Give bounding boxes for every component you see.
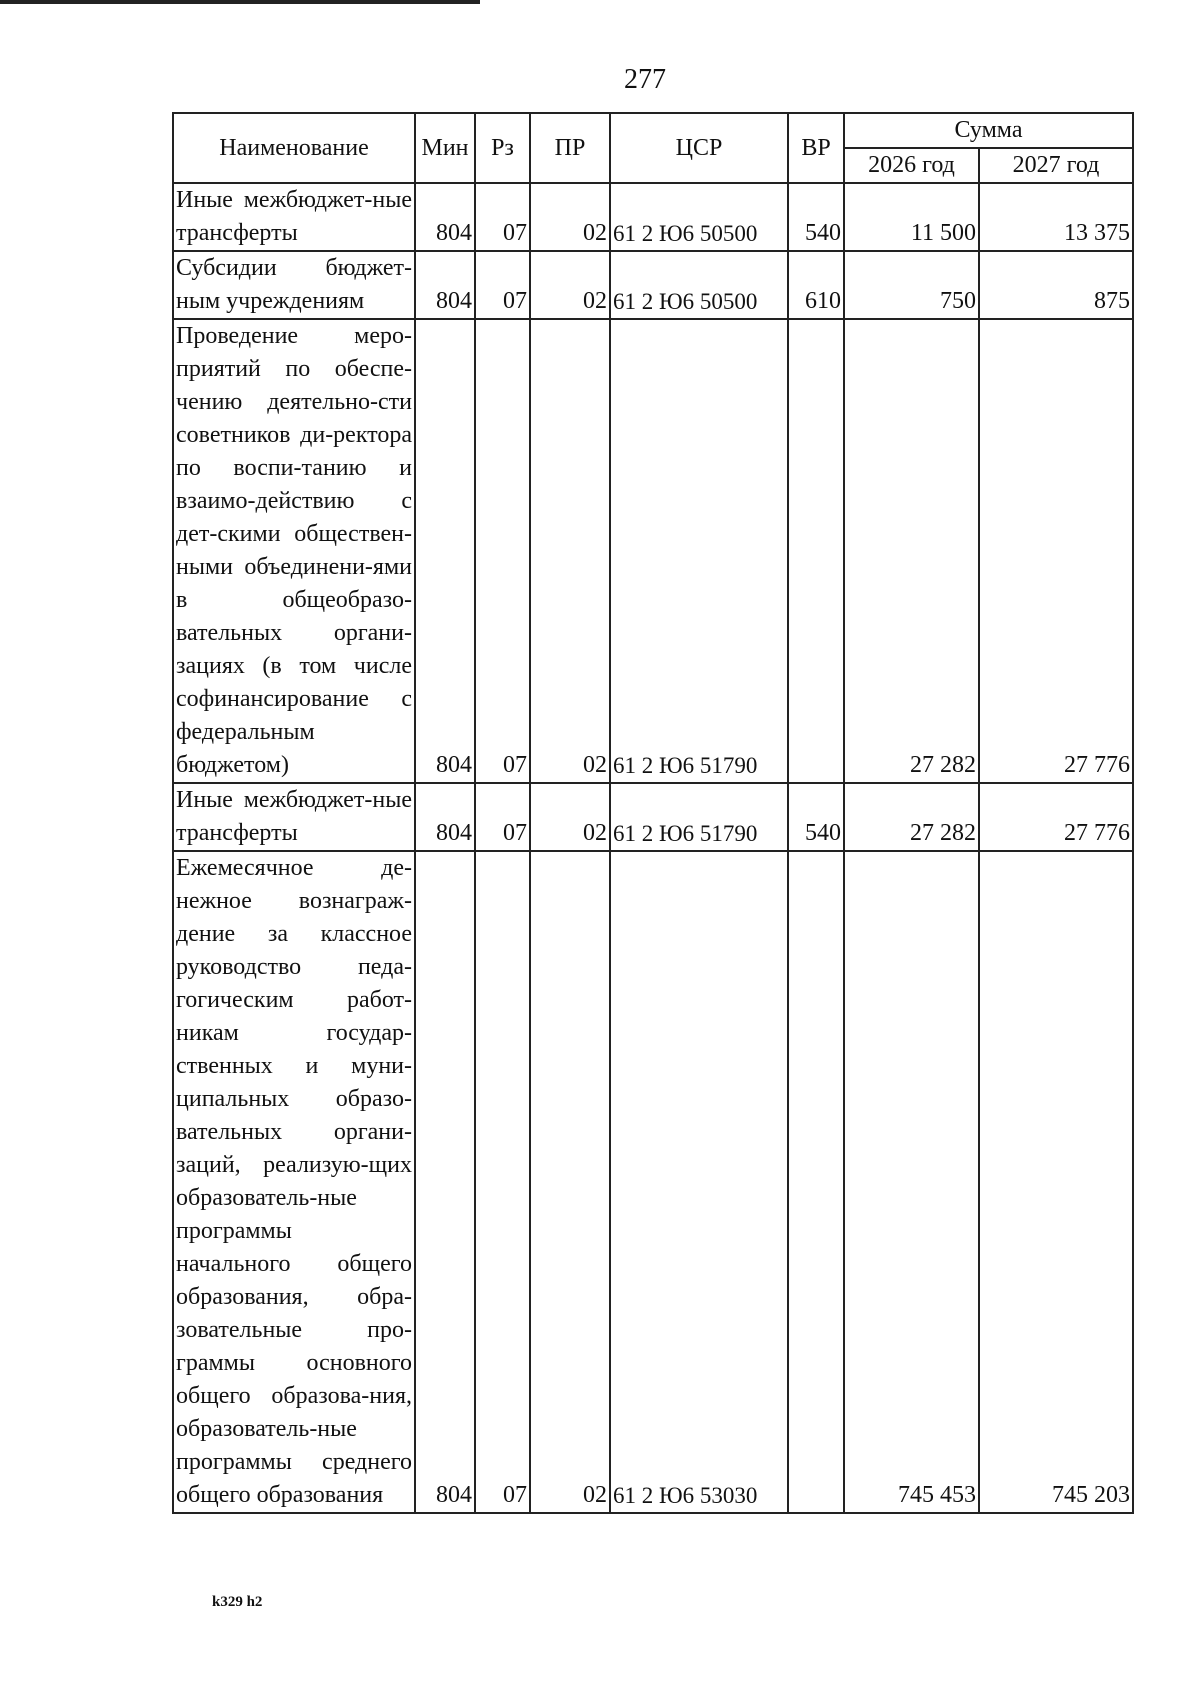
row-vr xyxy=(788,319,844,783)
table-row xyxy=(173,851,1133,1513)
row-csr: 61 2 Ю6 53030 xyxy=(610,851,788,1513)
row-pr: 02 xyxy=(530,783,610,851)
header-min: Мин xyxy=(415,113,475,183)
row-sum-2027: 13 375 xyxy=(979,183,1133,251)
table-header-row xyxy=(173,113,1133,148)
row-rz: 07 xyxy=(475,851,530,1513)
row-min: 804 xyxy=(415,251,475,319)
row-sum-2027: 875 xyxy=(979,251,1133,319)
row-min: 804 xyxy=(415,783,475,851)
row-pr: 02 xyxy=(530,183,610,251)
header-sum: Сумма xyxy=(844,113,1133,148)
row-rz: 07 xyxy=(475,183,530,251)
row-sum-2026: 27 282 xyxy=(844,319,979,783)
header-name: Наименование xyxy=(173,113,415,183)
row-sum-2026: 750 xyxy=(844,251,979,319)
row-sum-2027: 27 776 xyxy=(979,783,1133,851)
table-row xyxy=(173,319,1133,783)
row-csr: 61 2 Ю6 51790 xyxy=(610,319,788,783)
row-vr: 540 xyxy=(788,783,844,851)
row-csr: 61 2 Ю6 50500 xyxy=(610,183,788,251)
row-sum-2027: 745 203 xyxy=(979,851,1133,1513)
row-name: Иные межбюджет-ные трансферты xyxy=(173,783,415,851)
row-csr: 61 2 Ю6 51790 xyxy=(610,783,788,851)
row-pr: 02 xyxy=(530,851,610,1513)
row-pr: 02 xyxy=(530,251,610,319)
footer-code: k329 h2 xyxy=(212,1594,263,1610)
table-row xyxy=(173,251,1133,319)
row-name: Иные межбюджет-ные трансферты xyxy=(173,183,415,251)
row-sum-2026: 27 282 xyxy=(844,783,979,851)
row-min: 804 xyxy=(415,183,475,251)
row-vr xyxy=(788,851,844,1513)
row-csr: 61 2 Ю6 50500 xyxy=(610,251,788,319)
row-pr: 02 xyxy=(530,319,610,783)
header-csr: ЦСР xyxy=(610,113,788,183)
row-sum-2027: 27 776 xyxy=(979,319,1133,783)
row-rz: 07 xyxy=(475,783,530,851)
row-rz: 07 xyxy=(475,251,530,319)
row-min: 804 xyxy=(415,851,475,1513)
header-rz: Рз xyxy=(475,113,530,183)
header-pr: ПР xyxy=(530,113,610,183)
table-row xyxy=(173,783,1133,851)
row-vr: 610 xyxy=(788,251,844,319)
row-name: Ежемесячное де-нежное вознаграж-дение за классное руководство педа-гогическим работ-никам государ-ственных и муни-ципальных образо-вательных органи-заций, реализую-щих образователь-ные программы начального общего образования, обра-зовательные про-граммы основного общего образова-ния, образователь-ные программы среднего общего образования xyxy=(173,851,415,1513)
header-year-2027: 2027 год xyxy=(979,148,1133,183)
page-number: 277 xyxy=(624,64,666,95)
page-top-rule xyxy=(0,0,480,4)
row-min: 804 xyxy=(415,319,475,783)
row-sum-2026: 11 500 xyxy=(844,183,979,251)
row-rz: 07 xyxy=(475,319,530,783)
header-vr: ВР xyxy=(788,113,844,183)
header-year-2026: 2026 год xyxy=(844,148,979,183)
row-vr: 540 xyxy=(788,183,844,251)
budget-table xyxy=(172,112,1134,1514)
row-sum-2026: 745 453 xyxy=(844,851,979,1513)
row-name: Субсидии бюджет-ным учреждениям xyxy=(173,251,415,319)
table-row xyxy=(173,183,1133,251)
row-name: Проведение меро-приятий по обеспе-чению деятельно-сти советников ди-ректора по воспи-танию и взаимо-действию с дет-скими обществен-ными объединени-ями в общеобразо-вательных органи-зациях (в том числе софинансирование с федеральным бюджетом) xyxy=(173,319,415,783)
